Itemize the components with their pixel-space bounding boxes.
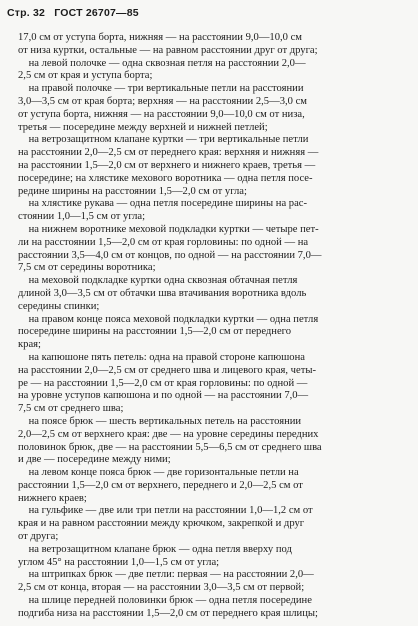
- text-line: на шлице передней половинки брюк — одна петля посередине: [18, 595, 312, 607]
- text-line: на нижнем воротнике меховой подкладки куртки — четыре пет-: [18, 223, 319, 235]
- text-line: 2,5 см от конца, вторая — на расстоянии 3,0—3,5 см от первой;: [18, 582, 305, 594]
- text-line: на ветрозащитном клапане брюк — одна петля вверху под: [18, 543, 292, 555]
- text-line: и две — посередине между ними;: [18, 454, 171, 466]
- text-line: расстоянии 1,5—2,0 см от верхнего, переднего и 2,0—2,5 см от: [18, 479, 303, 491]
- text-line: на уровне уступов капюшона и по одной — на расстоянии 7,0—: [18, 390, 309, 402]
- text-line: на правом конце пояса меховой подкладки куртки — одна петля: [18, 313, 319, 325]
- text-line: ре — на расстоянии 1,5—2,0 см от края горловины: по одной —: [18, 377, 308, 389]
- standard-code: ГОСТ 26707—85: [54, 7, 139, 19]
- text-line: на поясе брюк — шесть вертикальных петель на расстоянии: [18, 415, 302, 427]
- page-header: [7, 7, 145, 19]
- text-line: 3,0—3,5 см от края борта; верхняя — на расстоянии 2,5—3,0 см: [18, 95, 307, 107]
- text-line: на правой полочке — три вертикальные петли на расстоянии: [18, 83, 304, 95]
- text-line: на левом конце пояса брюк — две горизонтальные петли на: [18, 467, 299, 479]
- text-line: подгиба низа на расстоянии 1,5—2,0 см от переднего края шлицы;: [18, 607, 318, 619]
- text-line: от низа куртки, остальные — на равном расстоянии друг от друга;: [18, 44, 318, 56]
- text-line: нижнего краев;: [18, 492, 87, 504]
- text-line: третья — посередине между верхней и нижней петлей;: [18, 121, 268, 133]
- text-line: середины спинки;: [18, 300, 100, 312]
- text-line: от уступа борта, нижняя — на расстоянии 9,0—10,0 см от низа,: [18, 108, 305, 120]
- text-line: края;: [18, 339, 41, 351]
- text-line: на расстоянии 1,5—2,0 см от верхнего и нижнего краев, третья —: [18, 159, 316, 171]
- text-line: на левой полочке — одна сквозная петля на расстоянии 2,0—: [18, 57, 306, 69]
- text-line: посередине ширины на расстоянии 1,5—2,0 см от переднего: [18, 326, 292, 338]
- text-line: на капюшоне пять петель: одна на правой стороне капюшона: [18, 351, 305, 363]
- text-line: на расстоянии 2,0—2,5 см от переднего края: верхняя и нижняя —: [18, 147, 319, 159]
- text-line: 17,0 см от уступа борта, нижняя — на расстоянии 9,0—10,0 см: [18, 32, 303, 43]
- text-line: 2,0—2,5 см от верхнего края: две — на уровне середины передних: [18, 428, 319, 440]
- text-line: 7,5 см от середины воротника;: [18, 262, 156, 274]
- text-line: на ветрозащитном клапане куртки — три вертикальные петли: [18, 134, 309, 146]
- text-line: на расстоянии 2,0—2,5 см от среднего шва и лицевого края, четы-: [18, 364, 316, 376]
- text-line: 7,5 см от среднего шва;: [18, 403, 124, 415]
- text-line: длиной 3,0—3,5 см от обтачки шва втачивания воротника вдоль: [18, 287, 307, 299]
- text-line: стоянии 1,0—1,5 см от угла;: [18, 211, 146, 223]
- text-line: посередине; на хлястике мехового воротника — одна петля посе-: [18, 172, 313, 184]
- page-number: Стр. 32: [7, 7, 46, 19]
- text-line: ли на расстоянии 1,5—2,0 см от края горловины: по одной — на: [18, 236, 309, 248]
- text-line: от друга;: [18, 531, 59, 543]
- text-line: редине ширины на расстоянии 1,5—2,0 см от угла;: [18, 185, 247, 197]
- text-line: на гульфике — две или три петли на расстоянии 1,0—1,2 см от: [18, 505, 313, 517]
- text-line: на хлястике рукава — одна петля посередине ширины на рас-: [18, 198, 308, 210]
- text-line: края и на равном расстоянии между крючком, закрепкой и друг: [18, 518, 305, 530]
- text-line: на штрипках брюк — две петли: первая — на расстоянии 2,0—: [18, 569, 314, 581]
- text-line: половинок брюк, две — на расстоянии 5,5—6,5 см от среднего шва: [18, 441, 322, 453]
- text-line: углом 45° на расстоянии 1,0—1,5 см от угла;: [18, 556, 220, 568]
- document-body: [18, 32, 412, 621]
- text-line: 2,5 см от края и уступа борта;: [18, 70, 153, 82]
- text-line: на меховой подкладке куртки одна сквозная обтачная петля: [18, 275, 298, 287]
- text-line: расстоянии 3,5—4,0 см от концов, по одной — на расстоянии 7,0—: [18, 249, 322, 261]
